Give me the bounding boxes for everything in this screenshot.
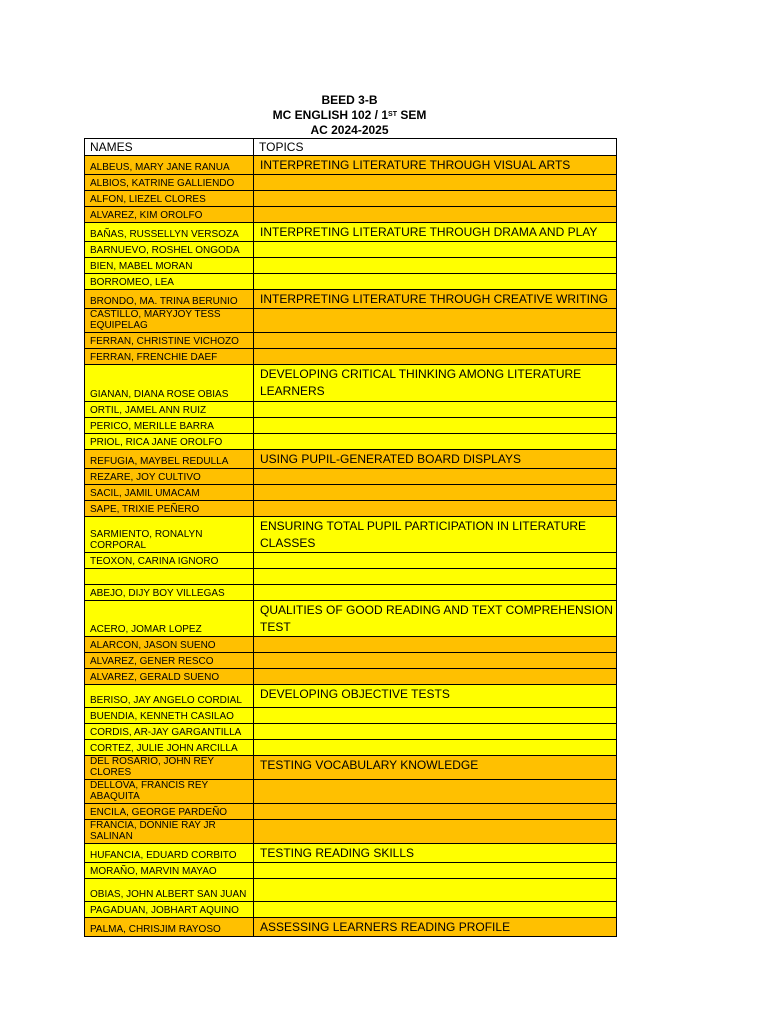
student-name-cell: ALBEUS, MARY JANE RANUA bbox=[85, 156, 254, 175]
topic-cell bbox=[254, 309, 617, 333]
topics-column-header: TOPICS bbox=[254, 139, 617, 156]
student-name-cell: ACERO, JOMAR LOPEZ bbox=[85, 601, 254, 637]
table-row bbox=[85, 223, 617, 242]
table-row bbox=[85, 258, 617, 274]
table-row bbox=[85, 756, 617, 780]
topic-cell bbox=[254, 242, 617, 258]
table-row bbox=[85, 402, 617, 418]
table-header-row bbox=[85, 139, 617, 156]
topic-cell bbox=[254, 780, 617, 804]
topic-cell bbox=[254, 175, 617, 191]
table-row bbox=[85, 804, 617, 820]
topic-cell bbox=[254, 879, 617, 902]
topic-cell: INTERPRETING LITERATURE THROUGH VISUAL ARTS bbox=[254, 156, 617, 175]
student-name-cell: ALBIOS, KATRINE GALLIENDO bbox=[85, 175, 254, 191]
student-name-cell: MORAÑO, MARVIN MAYAO bbox=[85, 863, 254, 879]
topic-cell bbox=[254, 418, 617, 434]
student-name-cell: SACIL, JAMIL UMACAM bbox=[85, 485, 254, 501]
table-row bbox=[85, 585, 617, 601]
student-name-cell: PALMA, CHRISJIM RAYOSO bbox=[85, 918, 254, 937]
topic-cell bbox=[254, 669, 617, 685]
table-row bbox=[85, 242, 617, 258]
student-name-cell: PRIOL, RICA JANE OROLFO bbox=[85, 434, 254, 450]
topic-cell bbox=[254, 637, 617, 653]
student-name-cell: FRANCIA, DONNIE RAY JR SALINAN bbox=[85, 820, 254, 844]
student-name-cell bbox=[85, 569, 254, 585]
student-name-cell: BORROMEO, LEA bbox=[85, 274, 254, 290]
table-row bbox=[85, 156, 617, 175]
table-row bbox=[85, 863, 617, 879]
academic-year: AC 2024-2025 bbox=[310, 123, 389, 137]
student-name-cell: GIANAN, DIANA ROSE OBIAS bbox=[85, 365, 254, 402]
topic-cell: TESTING VOCABULARY KNOWLEDGE bbox=[254, 756, 617, 780]
table-row bbox=[85, 844, 617, 863]
student-name-cell: PERICO, MERILLE BARRA bbox=[85, 418, 254, 434]
topic-cell bbox=[254, 585, 617, 601]
table-row bbox=[85, 434, 617, 450]
topic-cell bbox=[254, 485, 617, 501]
table-row bbox=[85, 450, 617, 469]
class-title: BEED 3-B bbox=[321, 93, 378, 107]
topic-cell bbox=[254, 724, 617, 740]
topic-cell: DEVELOPING CRITICAL THINKING AMONG LITERATURE LEARNERS bbox=[254, 365, 617, 402]
topic-cell bbox=[254, 902, 617, 918]
topic-cell: ENSURING TOTAL PUPIL PARTICIPATION IN LITERATURE CLASSES bbox=[254, 517, 617, 553]
topic-cell: DEVELOPING OBJECTIVE TESTS bbox=[254, 685, 617, 708]
student-name-cell: DELLOVA, FRANCIS REY ABAQUITA bbox=[85, 780, 254, 804]
table-row bbox=[85, 175, 617, 191]
student-name-cell: FERRAN, CHRISTINE VICHOZO bbox=[85, 333, 254, 349]
topic-cell bbox=[254, 207, 617, 223]
table-row bbox=[85, 274, 617, 290]
student-name-cell: CORDIS, AR-JAY GARGANTILLA bbox=[85, 724, 254, 740]
student-name-cell: ABEJO, DIJY BOY VILLEGAS bbox=[85, 585, 254, 601]
student-name-cell: DEL ROSARIO, JOHN REY CLORES bbox=[85, 756, 254, 780]
table-row bbox=[85, 902, 617, 918]
topic-cell bbox=[254, 863, 617, 879]
table-row bbox=[85, 469, 617, 485]
student-name-cell: ORTIL, JAMEL ANN RUIZ bbox=[85, 402, 254, 418]
student-name-cell: CORTEZ, JULIE JOHN ARCILLA bbox=[85, 740, 254, 756]
student-name-cell: TEOXON, CARINA IGNORO bbox=[85, 553, 254, 569]
table-row bbox=[85, 349, 617, 365]
student-name-cell: PAGADUAN, JOBHART AQUINO bbox=[85, 902, 254, 918]
table-row bbox=[85, 669, 617, 685]
table-row bbox=[85, 740, 617, 756]
table-row bbox=[85, 708, 617, 724]
topic-cell bbox=[254, 258, 617, 274]
table-row bbox=[85, 191, 617, 207]
table-row bbox=[85, 517, 617, 553]
topic-cell: USING PUPIL-GENERATED BOARD DISPLAYS bbox=[254, 450, 617, 469]
topic-cell bbox=[254, 553, 617, 569]
student-name-cell: CASTILLO, MARYJOY TESS EQUIPELAG bbox=[85, 309, 254, 333]
table-row bbox=[85, 724, 617, 740]
table-row bbox=[85, 553, 617, 569]
student-name-cell: BRONDO, MA. TRINA BERUNIO bbox=[85, 290, 254, 309]
student-name-cell: ALVAREZ, KIM OROLFO bbox=[85, 207, 254, 223]
topic-cell bbox=[254, 569, 617, 585]
student-name-cell: BAÑAS, RUSSELLYN VERSOZA bbox=[85, 223, 254, 242]
table-row bbox=[85, 207, 617, 223]
student-name-cell: ALFON, LIEZEL CLORES bbox=[85, 191, 254, 207]
topic-cell bbox=[254, 274, 617, 290]
table-row bbox=[85, 820, 617, 844]
table-row bbox=[85, 685, 617, 708]
table-row bbox=[85, 569, 617, 585]
topic-cell bbox=[254, 740, 617, 756]
table-row bbox=[85, 653, 617, 669]
table-row bbox=[85, 637, 617, 653]
table-row bbox=[85, 365, 617, 402]
student-name-cell: BERISO, JAY ANGELO CORDIAL bbox=[85, 685, 254, 708]
topic-cell bbox=[254, 349, 617, 365]
table-row bbox=[85, 501, 617, 517]
topic-cell: INTERPRETING LITERATURE THROUGH CREATIVE WRITING bbox=[254, 290, 617, 309]
student-name-cell: FERRAN, FRENCHIE DAEF bbox=[85, 349, 254, 365]
topic-cell: INTERPRETING LITERATURE THROUGH DRAMA AND PLAY bbox=[254, 223, 617, 242]
topic-assignment-table bbox=[84, 138, 617, 937]
student-name-cell: BIEN, MABEL MORAN bbox=[85, 258, 254, 274]
table-row bbox=[85, 918, 617, 937]
student-name-cell: HUFANCIA, EDUARD CORBITO bbox=[85, 844, 254, 863]
topic-cell bbox=[254, 191, 617, 207]
topic-cell bbox=[254, 434, 617, 450]
student-name-cell: SAPE, TRIXIE PEÑERO bbox=[85, 501, 254, 517]
student-name-cell: ALVAREZ, GERALD SUENO bbox=[85, 669, 254, 685]
topic-cell bbox=[254, 469, 617, 485]
student-name-cell: SARMIENTO, RONALYN CORPORAL bbox=[85, 517, 254, 553]
student-name-cell: ALVAREZ, GENER RESCO bbox=[85, 653, 254, 669]
student-name-cell: BUENDIA, KENNETH CASILAO bbox=[85, 708, 254, 724]
table-row bbox=[85, 601, 617, 637]
student-name-cell: OBIAS, JOHN ALBERT SAN JUAN bbox=[85, 879, 254, 902]
topic-cell: QUALITIES OF GOOD READING AND TEXT COMPREHENSION TEST bbox=[254, 601, 617, 637]
table-row bbox=[85, 485, 617, 501]
table-row bbox=[85, 879, 617, 902]
table-row bbox=[85, 780, 617, 804]
table-row bbox=[85, 309, 617, 333]
topic-cell bbox=[254, 501, 617, 517]
document-header bbox=[84, 93, 615, 138]
student-name-cell: ALARCON, JASON SUENO bbox=[85, 637, 254, 653]
topic-cell bbox=[254, 402, 617, 418]
table-row bbox=[85, 333, 617, 349]
topic-cell: TESTING READING SKILLS bbox=[254, 844, 617, 863]
student-name-cell: BARNUEVO, ROSHEL ONGODA bbox=[85, 242, 254, 258]
table-row bbox=[85, 290, 617, 309]
table-row bbox=[85, 418, 617, 434]
topic-cell bbox=[254, 653, 617, 669]
course-title: MC ENGLISH 102 / 1ST SEM bbox=[272, 108, 427, 122]
topic-cell: ASSESSING LEARNERS READING PROFILE bbox=[254, 918, 617, 937]
student-name-cell: REFUGIA, MAYBEL REDULLA bbox=[85, 450, 254, 469]
topic-cell bbox=[254, 804, 617, 820]
student-name-cell: ENCILA, GEORGE PARDEÑO bbox=[85, 804, 254, 820]
names-column-header: NAMES bbox=[85, 139, 254, 156]
topic-cell bbox=[254, 708, 617, 724]
topic-cell bbox=[254, 820, 617, 844]
student-name-cell: REZARE, JOY CULTIVO bbox=[85, 469, 254, 485]
topic-cell bbox=[254, 333, 617, 349]
